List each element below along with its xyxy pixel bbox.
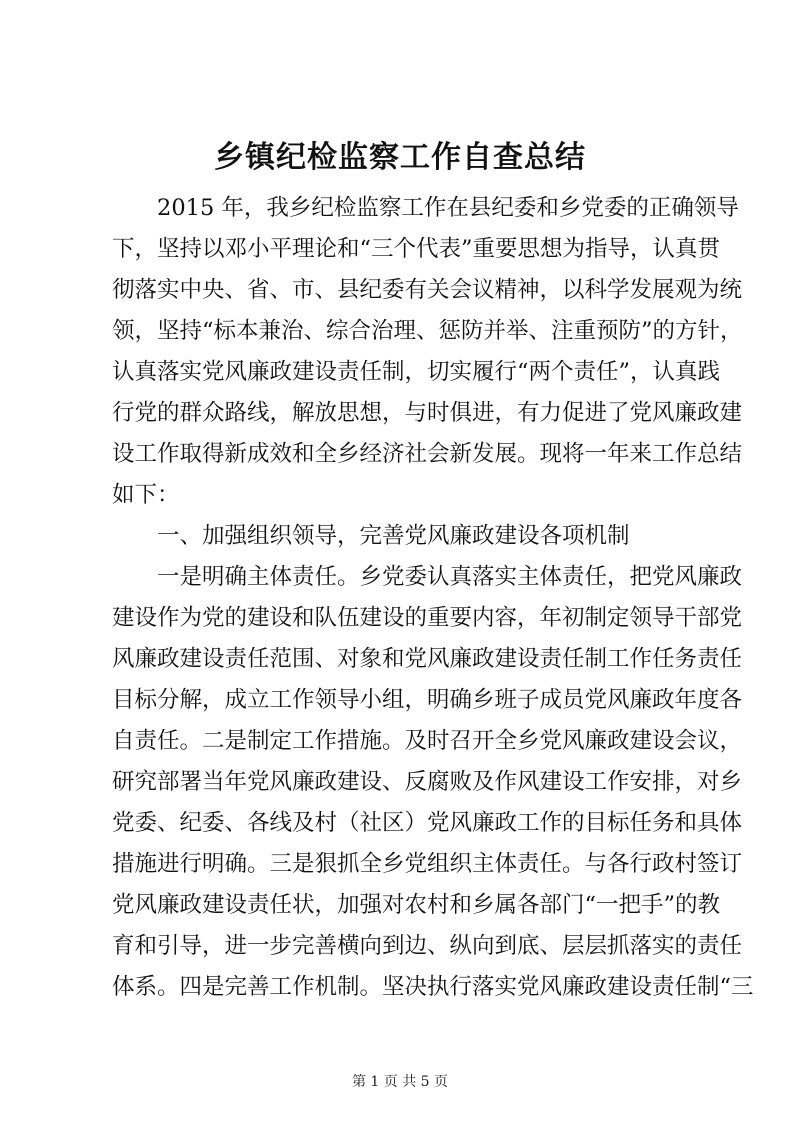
body-line: 研究部署当年党风廉政建设、反腐败及作风建设工作安排，对乡 <box>112 769 743 795</box>
body-line: 体系。四是完善工作机制。坚决执行落实党风廉政建设责任制“三 <box>112 974 754 1000</box>
body-line: 建设作为党的建设和队伍建设的重要内容，年初制定领导干部党 <box>112 605 743 631</box>
section-heading: 一、加强组织领导，完善党风廉政建设各项机制 <box>112 523 630 549</box>
body-line: 行党的群众路线，解放思想，与时俱进，有力促进了党风廉政建 <box>112 400 743 426</box>
document-title: 乡镇纪检监察工作自查总结 <box>214 140 586 175</box>
body-line: 一是明确主体责任。乡党委认真落实主体责任，把党风廉政 <box>112 564 743 590</box>
body-line: 育和引导，进一步完善横向到边、纵向到底、层层抓落实的责任 <box>112 933 743 959</box>
body-line: 自责任。二是制定工作措施。及时召开全乡党风廉政建设会议， <box>112 728 743 754</box>
body-line: 设工作取得新成效和全乡经济社会新发展。现将一年来工作总结 <box>112 441 743 467</box>
body-line: 目标分解，成立工作领导小组，明确乡班子成员党风廉政年度各 <box>112 687 743 713</box>
body-line: 措施进行明确。三是狠抓全乡党组织主体责任。与各行政村签订 <box>112 851 743 877</box>
body-line: 彻落实中央、省、市、县纪委有关会议精神，以科学发展观为统 <box>112 277 743 303</box>
body-line: 下，坚持以邓小平理论和“三个代表”重要思想为指导，认真贯 <box>112 236 721 262</box>
body-line: 如下： <box>112 482 180 508</box>
body-line: 领，坚持“标本兼治、综合治理、惩防并举、注重预防”的方针， <box>112 318 743 344</box>
body-line: 党委、纪委、各线及村（社区）党风廉政工作的目标任务和具体 <box>112 810 743 836</box>
page-footer: 第 1 页 共 5 页 <box>351 1074 449 1090</box>
body-line: 风廉政建设责任范围、对象和党风廉政建设责任制工作任务责任 <box>112 646 743 672</box>
body-line: 认真落实党风廉政建设责任制，切实履行“两个责任”，认真践 <box>112 359 721 385</box>
body-line: 党风廉政建设责任状，加强对农村和乡属各部门“一把手”的教 <box>112 892 721 918</box>
body-line: 2015 年，我乡纪检监察工作在县纪委和乡党委的正确领导 <box>112 195 739 221</box>
